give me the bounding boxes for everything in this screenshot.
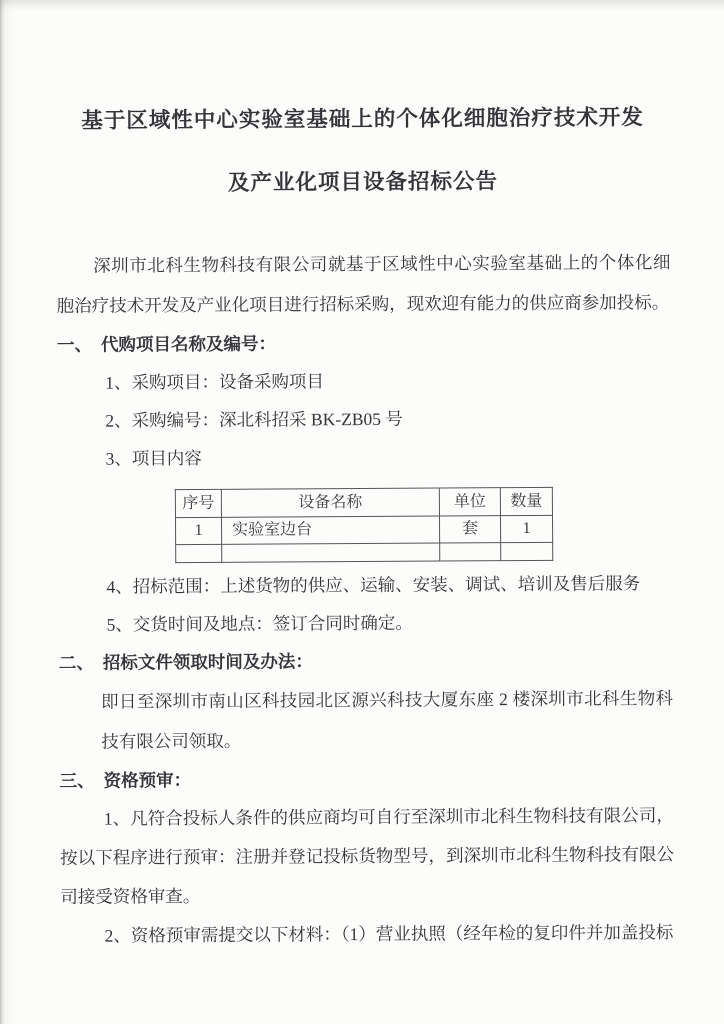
section3-para1: 1、凡符合投标人条件的供应商均可自行至深圳市北科生物科技有限公司，按以下程序进行预审：注册并登记投标货物型号，到深圳市北科生物科技有限公司接受资格审查。 [60,805,675,907]
document-content [55,0,675,956]
table-row-empty [176,542,553,562]
document-title-line2: 及产业化项目设备招标公告 [227,169,499,195]
table-row [175,515,552,544]
table-header-unit: 单位 [439,488,500,516]
section2-title: 招标文件领取时间及办法： [102,651,313,673]
cell-unit: 套 [439,516,500,543]
cell-device-name [222,543,440,562]
cell-index [176,544,222,562]
document-title [55,102,670,199]
section2-heading [59,640,673,682]
cell-device-name: 实验室边台 [221,516,439,544]
section1-item1: 1、采购项目：设备采购项目 [105,371,324,393]
section1-item3: 3、项目内容 [105,447,202,469]
section2-number: 二、 [58,652,94,673]
section3-heading [59,758,673,800]
table-header-row [175,487,552,517]
intro-paragraph: 深圳市北科生物科技有限公司就基于区域性中心实验室基础上的个体化细胞治疗技术开发及产业化项目进行招标采购，现欢迎有能力的供应商参加投标。 [56,252,671,316]
cell-quantity [501,542,553,560]
section1-heading [57,322,671,364]
table-header-quantity: 数量 [500,487,552,515]
section3-number: 三、 [59,770,95,791]
cell-index: 1 [175,517,221,544]
section3-title: 资格预审： [103,770,192,791]
section3-para2: 2、资格预审需提交以下材料：（1）营业执照（经年检的复印件并加盖投标 [104,922,674,946]
section1-title: 代购项目名称及编号： [100,333,276,355]
section1-item5: 5、交货时间及地点：签订合同时确定。 [106,612,413,635]
section1-number: 一、 [56,334,92,355]
cell-quantity: 1 [500,515,552,542]
section1-item4: 4、招标范围：上述货物的供应、运输、安装、调试、培训及售后服务 [106,573,641,597]
table-header-device-name: 设备名称 [221,488,439,517]
equipment-table [175,487,553,563]
section2-body: 即日至深圳市南山区科技园北区源兴科技大厦东座 2 楼深圳市北科生物科技有限公司领取。 [101,688,674,752]
section1-item2: 2、采购编号：深北科招采 BK-ZB05 号 [105,408,403,431]
cell-unit [440,543,501,561]
table-header-index: 序号 [175,489,221,517]
document-title-line1: 基于区域性中心实验室基础上的个体化细胞治疗技术开发 [81,105,644,133]
